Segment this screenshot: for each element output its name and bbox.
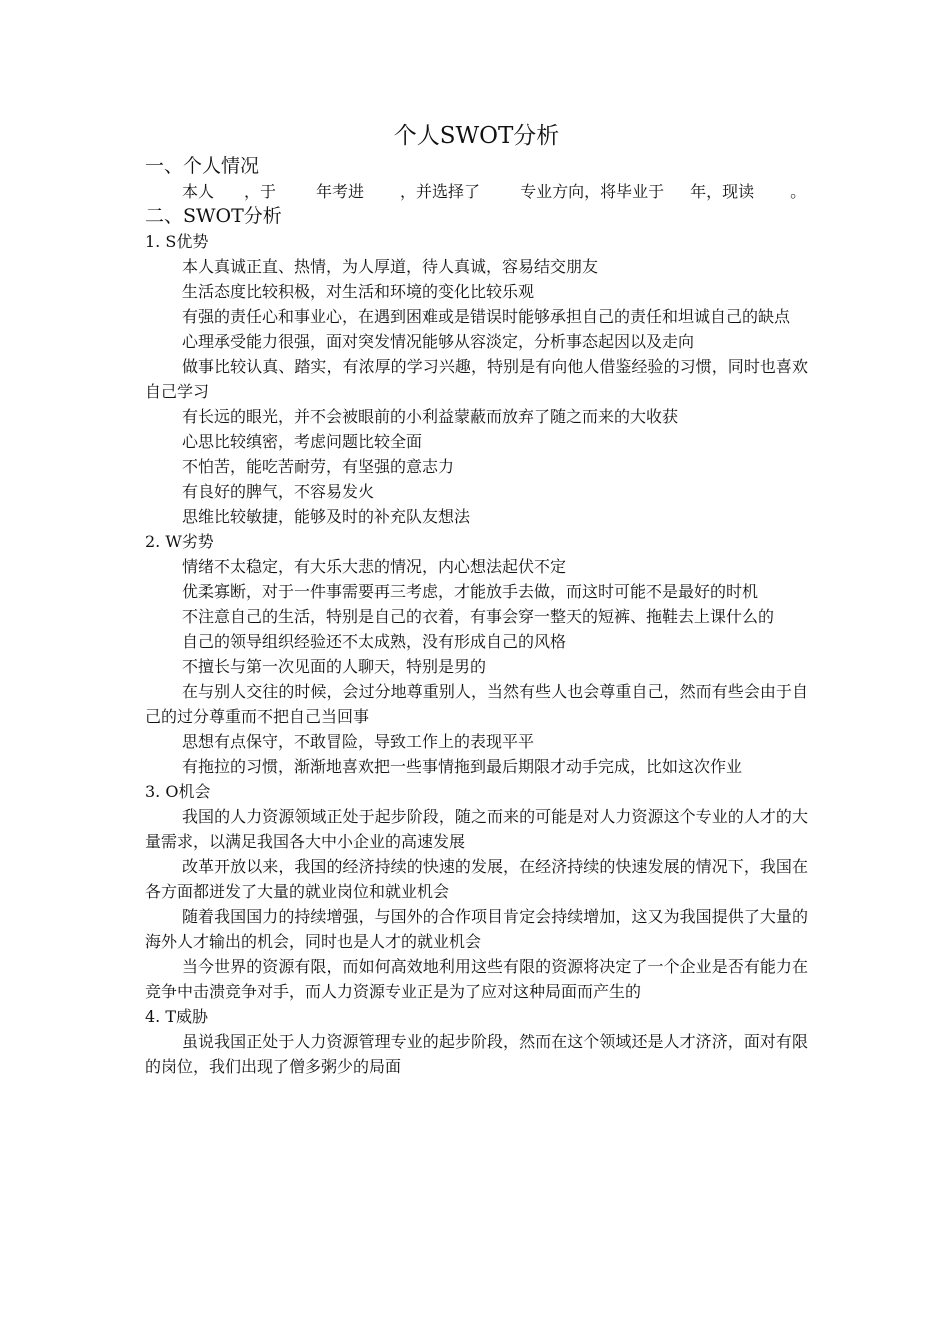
intro-part: ，并选择了 — [400, 182, 481, 201]
weakness-item: 有拖拉的习惯，渐渐地喜欢把一些事情拖到最后期限才动手完成，比如这次作业 — [182, 757, 743, 776]
document-title: 个人SWOT分析 — [393, 123, 560, 149]
section-heading-personal: 一、个人情况 — [145, 155, 260, 177]
opportunity-item: 当今世界的资源有限，而如何高效地利用这些有限的资源将决定了一个企业是否有能力在竞争中击溃竞争对手，而人力资源专业正是为了应对这种局面而产生的 — [145, 957, 808, 1001]
intro-part: 年考进 — [316, 182, 365, 201]
weakness-item: 思想有点保守，不敢冒险，导致工作上的表现平平 — [182, 732, 535, 751]
weakness-item: 情绪不太稳定，有大乐大悲的情况，内心想法起伏不定 — [182, 557, 567, 576]
section-heading-swot: 二、SWOT分析 — [145, 205, 282, 227]
strength-item: 思维比较敏捷，能够及时的补充队友想法 — [182, 507, 471, 526]
opportunity-item: 随着我国国力的持续增强，与国外的合作项目肯定会持续增加，这又为我国提供了大量的海外人才输出的机会，同时也是人才的就业机会 — [145, 907, 808, 951]
weakness-item: 自己的领导组织经验还不太成熟，没有形成自己的风格 — [182, 632, 567, 651]
subsection-heading-weaknesses: 2. W劣势 — [145, 532, 214, 551]
strength-item: 有良好的脾气，不容易发火 — [182, 482, 375, 501]
opportunity-item: 我国的人力资源领域正处于起步阶段，随之而来的可能是对人力资源这个专业的人才的大量需求，以满足我国各大中小企业的高速发展 — [145, 807, 808, 851]
weakness-item: 优柔寡断，对于一件事需要再三考虑，才能放手去做，而这时可能不是最好的时机 — [182, 582, 759, 601]
personal-intro-paragraph — [145, 179, 808, 204]
weakness-item: 不注意自己的生活，特别是自己的衣着，有事会穿一整天的短裤、拖鞋去上课什么的 — [182, 607, 775, 626]
strength-item: 心思比较缜密，考虑问题比较全面 — [182, 432, 423, 451]
threat-item: 虽说我国正处于人力资源管理专业的起步阶段，然而在这个领域还是人才济济，面对有限的岗位，我们出现了僧多粥少的局面 — [145, 1032, 808, 1076]
strength-item: 心理承受能力很强，面对突发情况能够从容淡定，分析事态起因以及走向 — [182, 332, 695, 351]
intro-part: ，于 — [244, 182, 277, 201]
strength-item: 不怕苦，能吃苦耐劳，有坚强的意志力 — [182, 457, 455, 476]
strength-item: 生活态度比较积极，对生活和环境的变化比较乐观 — [182, 282, 535, 301]
weakness-item: 不擅长与第一次见面的人聊天，特别是男的 — [182, 657, 487, 676]
document-page — [145, 118, 808, 1079]
weakness-item: 在与别人交往的时候，会过分地尊重别人，当然有些人也会尊重自己，然而有些会由于自己的过分尊重而不把自己当回事 — [145, 682, 808, 726]
intro-part: 专业方向，将毕业于 — [520, 182, 665, 201]
subsection-heading-opportunities: 3. O机会 — [145, 782, 211, 801]
subsection-heading-threats: 4. T威胁 — [145, 1007, 209, 1026]
strength-item: 本人真诚正直、热情，为人厚道，待人真诚，容易结交朋友 — [182, 257, 599, 276]
intro-part: 本人 — [182, 182, 215, 201]
strength-item: 做事比较认真、踏实，有浓厚的学习兴趣，特别是有向他人借鉴经验的习惯，同时也喜欢自己学习 — [145, 357, 808, 401]
intro-part: 年，现读 — [690, 182, 755, 201]
opportunity-item: 改革开放以来，我国的经济持续的快速的发展，在经济持续的快速发展的情况下，我国在各方面都迸发了大量的就业岗位和就业机会 — [145, 857, 808, 901]
intro-part: 。 — [790, 182, 807, 201]
strength-item: 有强的责任心和事业心，在遇到困难或是错误时能够承担自己的责任和坦诚自己的缺点 — [182, 307, 791, 326]
strength-item: 有长远的眼光，并不会被眼前的小利益蒙蔽而放弃了随之而来的大收获 — [182, 407, 679, 426]
subsection-heading-strengths: 1. S优势 — [145, 232, 209, 251]
